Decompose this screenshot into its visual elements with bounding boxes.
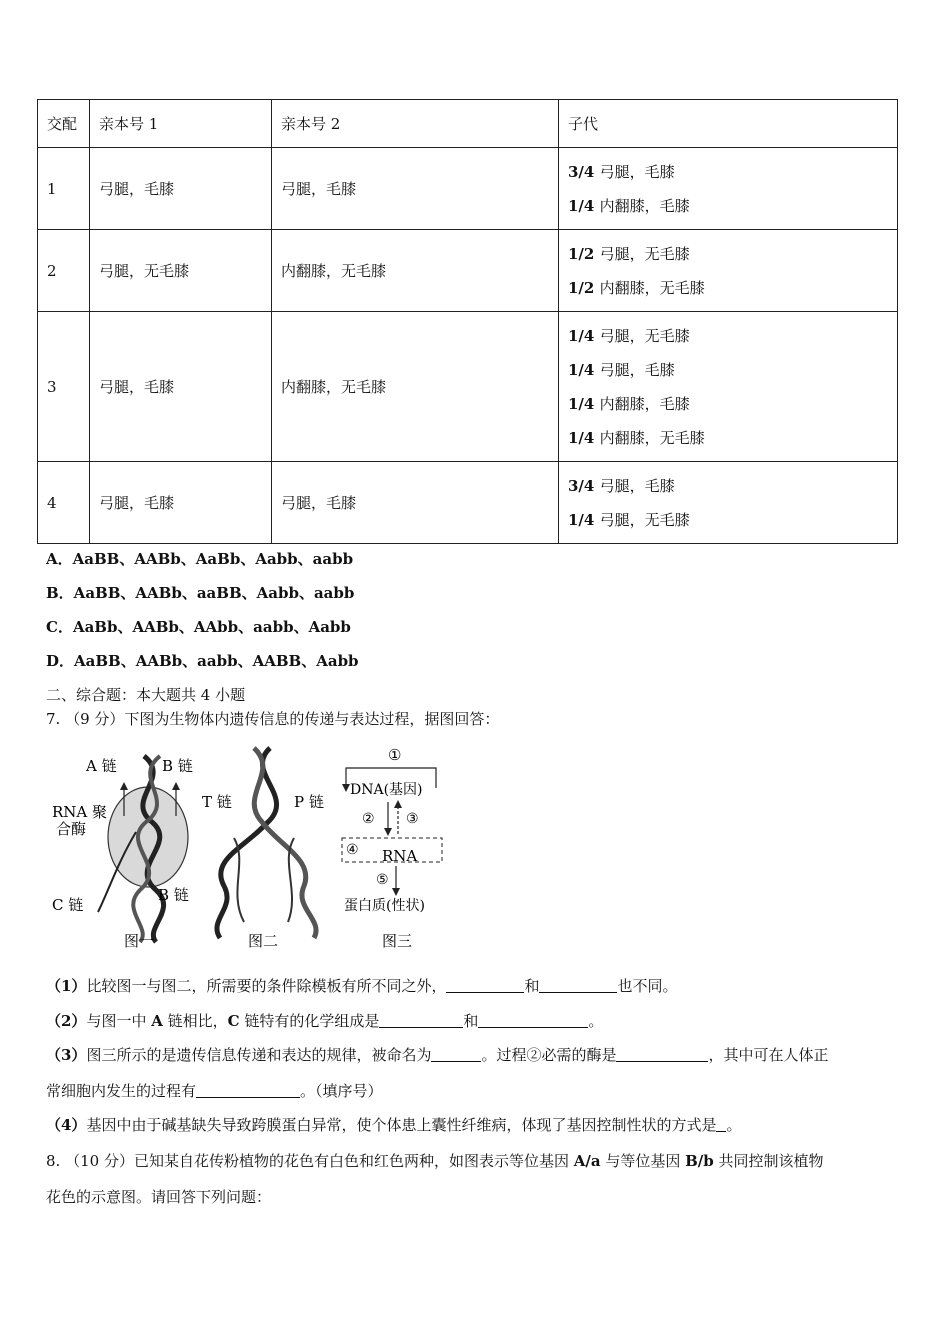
offspring-line: 1/2 内翻膝，无毛膝	[568, 278, 705, 297]
parent-1-cell: 弓腿，无毛膝	[90, 230, 272, 312]
question-7-part-4: （4）基因中由于碱基缺失导致跨膜蛋白异常，使个体患上囊性纤维病，体现了基因控制性状的方式是 。	[46, 1116, 742, 1134]
answer-blank[interactable]	[431, 1046, 481, 1062]
node-dna: DNA(基因)	[350, 782, 423, 798]
circle-4: ④	[346, 842, 359, 858]
circle-1: ①	[388, 746, 402, 764]
table-row	[38, 462, 898, 544]
option-b: B．AaBB、AABb、aaBB、Aabb、aabb	[46, 584, 355, 602]
answer-blank[interactable]	[616, 1046, 708, 1062]
figure-two	[202, 748, 324, 950]
offspring-line: 1/4 内翻膝，无毛膝	[568, 428, 705, 447]
arrow-head	[172, 782, 180, 790]
answer-blank[interactable]	[478, 1012, 588, 1028]
parent-1-cell: 弓腿，毛膝	[90, 312, 272, 462]
figure-three	[342, 746, 442, 950]
cross-id: 4	[38, 462, 90, 544]
offspring-cell	[559, 148, 898, 230]
parent-2-cell: 内翻膝，无毛膝	[272, 312, 559, 462]
table-header-row	[38, 100, 898, 148]
answer-blank[interactable]	[716, 1116, 726, 1132]
label-b-chain-top: B 链	[162, 757, 193, 775]
section-title: 二、综合题：本大题共 4 小题	[46, 686, 246, 704]
arrow-head	[342, 784, 350, 792]
question-7-part-3-cont: 常细胞内发生的过程有 。（填序号）	[46, 1082, 383, 1100]
offspring-line: 1/4 弓腿，无毛膝	[568, 326, 690, 345]
arrow-head	[392, 888, 400, 896]
label-a-chain: A 链	[86, 757, 117, 775]
circle-5: ⑤	[376, 872, 389, 888]
header-parent-2: 亲本号 2	[272, 100, 559, 148]
label-c-chain: C 链	[52, 896, 84, 914]
offspring-line: 1/4 内翻膝，毛膝	[568, 394, 690, 413]
label-p-chain: P 链	[294, 793, 324, 811]
answer-blank[interactable]	[446, 977, 524, 993]
caption-figure-two: 图二	[248, 932, 279, 950]
cross-table	[37, 99, 898, 544]
dna-strand	[254, 748, 316, 938]
offspring-line: 1/4 弓腿，毛膝	[568, 360, 675, 379]
cross-id: 2	[38, 230, 90, 312]
offspring-line: 1/4 内翻膝，毛膝	[568, 196, 690, 215]
cross-id: 3	[38, 312, 90, 462]
caption-figure-one: 图一	[124, 932, 155, 950]
option-c: C．AaBb、AABb、AAbb、aabb、Aabb	[46, 618, 351, 636]
offspring-line: 1/4 弓腿，无毛膝	[568, 510, 690, 529]
caption-figure-three: 图三	[382, 932, 413, 950]
question-7-part-1: （1）比较图一与图二，所需要的条件除模板有所不同之外， 和 也不同。	[46, 977, 678, 995]
table-row	[38, 312, 898, 462]
question-8-stem-cont: 花色的示意图。请回答下列问题：	[46, 1188, 272, 1206]
cross-id: 1	[38, 148, 90, 230]
answer-blank[interactable]	[196, 1082, 300, 1098]
option-d: D．AaBB、AABb、aabb、AABB、Aabb	[46, 652, 359, 670]
offspring-cell	[559, 230, 898, 312]
parent-1-cell: 弓腿，毛膝	[90, 148, 272, 230]
parent-1-cell: 弓腿，毛膝	[90, 462, 272, 544]
arrow-head	[120, 782, 128, 790]
option-a: A．AaBB、AABb、AaBb、Aabb、aabb	[46, 550, 354, 568]
arrow-head	[394, 800, 402, 808]
genetics-figure	[48, 742, 468, 954]
circle-2: ②	[362, 811, 375, 827]
node-rna: RNA	[382, 847, 418, 865]
question-7-stem: 7. （9 分）下图为生物体内遗传信息的传递与表达过程，据图回答：	[46, 710, 500, 728]
answer-blank[interactable]	[539, 977, 617, 993]
table-row	[38, 230, 898, 312]
offspring-cell	[559, 312, 898, 462]
label-rna-polymerase: 合酶	[56, 820, 87, 838]
label-b-chain-bottom: B 链	[158, 886, 189, 904]
node-protein: 蛋白质(性状)	[344, 898, 425, 914]
arrow-head	[384, 828, 392, 836]
offspring-line: 3/4 弓腿，毛膝	[568, 162, 675, 181]
parent-2-cell: 弓腿，毛膝	[272, 148, 559, 230]
offspring-line: 1/2 弓腿，无毛膝	[568, 244, 690, 263]
header-parent-1: 亲本号 1	[90, 100, 272, 148]
header-cross: 交配	[38, 100, 90, 148]
question-7-part-3: （3）图三所示的是遗传信息传递和表达的规律，被命名为 。过程②必需的酶是 ，其中可在人体正	[46, 1046, 829, 1064]
circle-3: ③	[406, 811, 419, 827]
parent-2-cell: 弓腿，毛膝	[272, 462, 559, 544]
parent-2-cell: 内翻膝，无毛膝	[272, 230, 559, 312]
offspring-line: 3/4 弓腿，毛膝	[568, 476, 675, 495]
header-offspring: 子代	[559, 100, 898, 148]
question-8-stem: 8. （10 分）已知某自花传粉植物的花色有白色和红色两种，如图表示等位基因 A/a 与等位基因 B/b 共同控制该植物	[46, 1152, 824, 1170]
label-t-chain: T 链	[202, 793, 232, 811]
offspring-cell	[559, 462, 898, 544]
table-row	[38, 148, 898, 230]
question-7-part-2: （2）与图一中 A 链相比，C 链特有的化学组成是 和 。	[46, 1012, 604, 1030]
figure-one	[52, 756, 193, 950]
dna-strand	[217, 748, 277, 938]
answer-blank[interactable]	[379, 1012, 463, 1028]
label-rna-polymerase: RNA 聚	[52, 803, 108, 821]
